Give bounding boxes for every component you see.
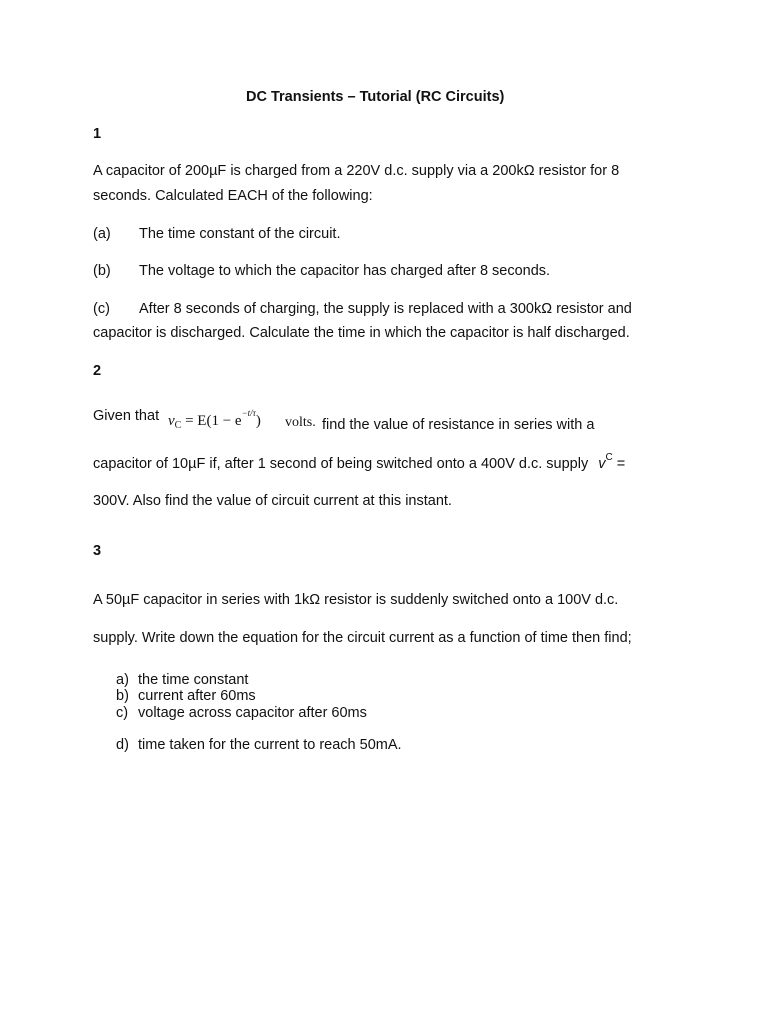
q2-line2-text: capacitor of 10µF if, after 1 second of being switched onto a 400V d.c. supply xyxy=(93,456,589,472)
question-1-number: 1 xyxy=(93,126,102,142)
vc-superscript: C xyxy=(605,452,613,463)
q2-given: Given that xyxy=(93,408,160,424)
q1-part-a-text: The time constant of the circuit. xyxy=(139,226,341,242)
q1-part-c-text-line1: After 8 seconds of charging, the supply is replaced with a 300kΩ resistor and xyxy=(139,301,632,317)
vc-v: v xyxy=(598,456,606,472)
page-title: DC Transients – Tutorial (RC Circuits) xyxy=(246,89,505,105)
q3-item-a-label: a) xyxy=(116,672,129,688)
q3-item-c-label: c) xyxy=(116,705,129,721)
q3-item-d xyxy=(116,736,402,754)
q3-item-c xyxy=(116,704,367,722)
eq-v: v xyxy=(168,413,175,429)
eq-middle: = E(1 − e xyxy=(181,413,242,429)
q1-part-a xyxy=(93,225,340,243)
q1-intro-line2: seconds. Calculated EACH of the following: xyxy=(93,188,373,204)
q2-line2 xyxy=(93,452,626,475)
vc-equals: = xyxy=(612,456,626,472)
q1-part-c xyxy=(93,300,632,318)
q3-item-c-text: voltage across capacitor after 60ms xyxy=(138,705,367,721)
eq-exponent: −t/τ xyxy=(241,408,256,418)
q3-item-b-text: current after 60ms xyxy=(138,688,256,704)
q2-volts: volts. xyxy=(285,415,316,430)
q3-line2: supply. Write down the equation for the circuit current as a function of time then find; xyxy=(93,630,632,646)
q3-item-b xyxy=(116,687,256,705)
q2-line1-rest: find the value of resistance in series with a xyxy=(322,417,595,433)
question-3-number: 3 xyxy=(93,543,102,559)
q1-part-b-label: (b) xyxy=(93,263,111,279)
q3-item-a-text: the time constant xyxy=(138,672,249,688)
q1-part-c-text-line2: capacitor is discharged. Calculate the time in which the capacitor is half discharged. xyxy=(93,325,630,341)
q1-intro-line1: A capacitor of 200µF is charged from a 220V d.c. supply via a 200kΩ resistor for 8 xyxy=(93,163,620,179)
q1-part-a-label: (a) xyxy=(93,226,111,242)
q2-line3: 300V. Also find the value of circuit current at this instant. xyxy=(93,493,452,509)
q3-item-d-text: time taken for the current to reach 50mA. xyxy=(138,737,402,753)
eq-end: ) xyxy=(255,413,261,429)
vc-symbol xyxy=(598,452,626,472)
q1-part-b-text: The voltage to which the capacitor has charged after 8 seconds. xyxy=(139,263,551,279)
q3-item-b-label: b) xyxy=(116,688,129,704)
q2-equation xyxy=(168,408,261,435)
eq-subscript: C xyxy=(174,420,182,431)
q1-part-b xyxy=(93,262,550,280)
q3-item-d-label: d) xyxy=(116,737,129,753)
q3-line1: A 50µF capacitor in series with 1kΩ resistor is suddenly switched onto a 100V d.c. xyxy=(93,592,619,608)
question-2-number: 2 xyxy=(93,363,102,379)
q1-part-c-label: (c) xyxy=(93,301,110,317)
